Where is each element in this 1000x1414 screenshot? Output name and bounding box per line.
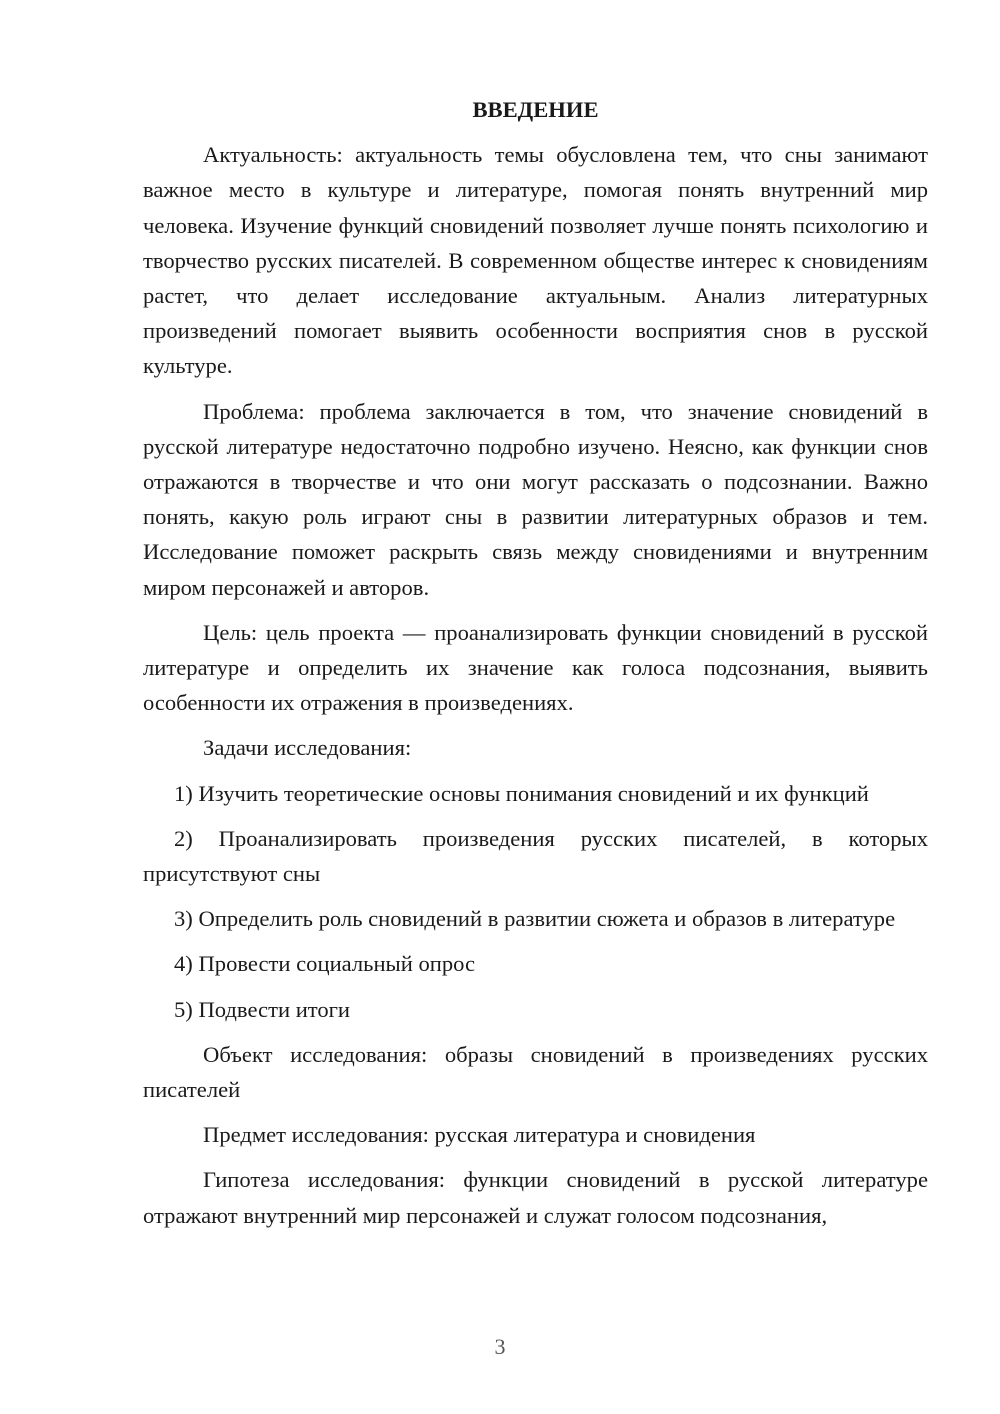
hypothesis-paragraph: Гипотеза исследования: функции сновидений в русской литературе отражают внутренний мир персонажей и служат голосом подсознания, xyxy=(143,1167,928,1228)
task-item-5: 5) Подвести итоги xyxy=(174,996,351,1022)
relevance-paragraph: Актуальность: актуальность темы обусловлена тем, что сны занимают важное место в культуре и литературе, помогая понять внутренний мир человека. Изучение функций сновидений позволяет лучше понять психологию и творчество русских писателей. В современном обществе интерес к сновидениям растет, что делает исследование актуальным. Анализ литературных произведений помогает выявить особенности восприятия снов в русской культуре. xyxy=(143,142,928,379)
subject-paragraph: Предмет исследования: русская литература и сновидения xyxy=(203,1122,756,1148)
goal-paragraph: Цель: цель проекта — проанализировать функции сновидений в русской литературе и определить их значение как голоса подсознания, выявить особенности их отражения в произведениях. xyxy=(143,619,928,716)
task-item-3: 3) Определить роль сновидений в развитии сюжета и образов в литературе xyxy=(174,906,896,932)
page-title: ВВЕДЕНИЕ xyxy=(472,97,599,122)
task-item-1: 1) Изучить теоретические основы понимания сновидений и их функций xyxy=(174,780,869,806)
task-item-4: 4) Провести социальный опрос xyxy=(174,951,476,977)
document-page xyxy=(143,92,928,1243)
tasks-heading: Задачи исследования: xyxy=(203,735,412,761)
object-paragraph: Объект исследования: образы сновидений в произведениях русских писателей xyxy=(143,1041,928,1103)
problem-paragraph: Проблема: проблема заключается в том, что значение сновидений в русской литературе недостаточно подробно изучено. Неясно, как функции снов отражаются в творчестве и что они могут рассказать о подсознании. Важно понять, какую роль играют сны в развитии литературных образов и тем. Исследование поможет раскрыть связь между сновидениями и внутренним миром персонажей и авторов. xyxy=(143,398,928,600)
task-item-2: 2) Проанализировать произведения русских писателей, в которых присутствуют сны xyxy=(143,825,928,887)
page-number: 3 xyxy=(494,1334,506,1359)
